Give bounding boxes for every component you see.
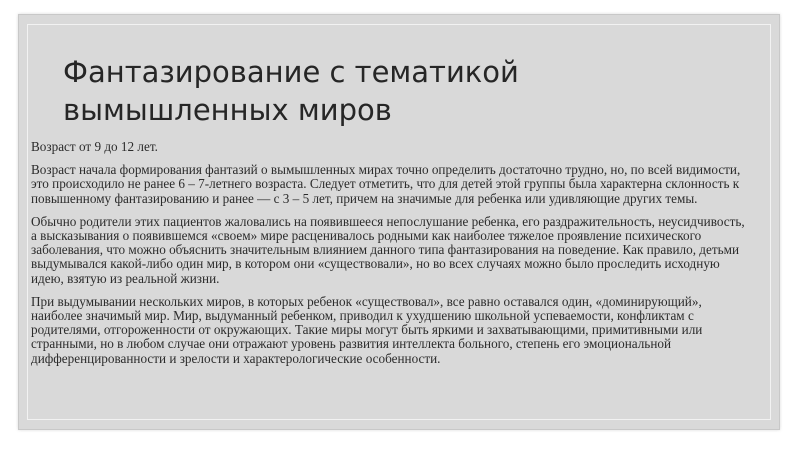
slide-body bbox=[31, 140, 753, 375]
slide-title: Фантазирование с тематикой вымышленных миров bbox=[63, 55, 519, 127]
slide bbox=[18, 14, 780, 430]
paragraph-parents-complaints: Обычно родители этих пациентов жаловались на появившееся непослушание ребенка, его раздражительность, неусидчивость, а высказывания о появившемся «своем» мире расценивалось родными как наиболее тяжелое проявление психического заболевания, что можно объяснить значительным влиянием данного типа фантазирования на поведение. Как правило, детьми выдумывался какой-либо один мир, в котором они «существовали», но во всех случаях можно было проследить исходную идею, взятую из реальной жизни. bbox=[31, 213, 745, 286]
paragraph-onset: Возраст начала формирования фантазий о вымышленных мирах точно определить достаточно трудно, но, по всей видимости, это происходило не ранее 6 – 7-летнего возраста. Следует отметить, что для детей этой группы была характерна склонность к повышенному фантазированию и ранее — с 3 – 5 лет, причем на значимые для ребенка или удивляющие других темы. bbox=[31, 162, 741, 206]
paragraph-age: Возраст от 9 до 12 лет. bbox=[31, 139, 158, 154]
paragraph-multiple-worlds: При выдумывании нескольких миров, в которых ребенок «существовал», все равно оставался один, «доминирующий», наиболее значимый мир. Мир, выдуманный ребенком, приводил к ухудшению школьной успеваемости, конфликтам с родителями, отгороженности от окружающих. Такие миры могут быть яркими и захватывающими, примитивными или странными, но в любом случае они отражают уровень развития интеллекта больного, степень его эмоциональной дифференцированности и зрелости и характерологические особенности. bbox=[31, 293, 703, 366]
